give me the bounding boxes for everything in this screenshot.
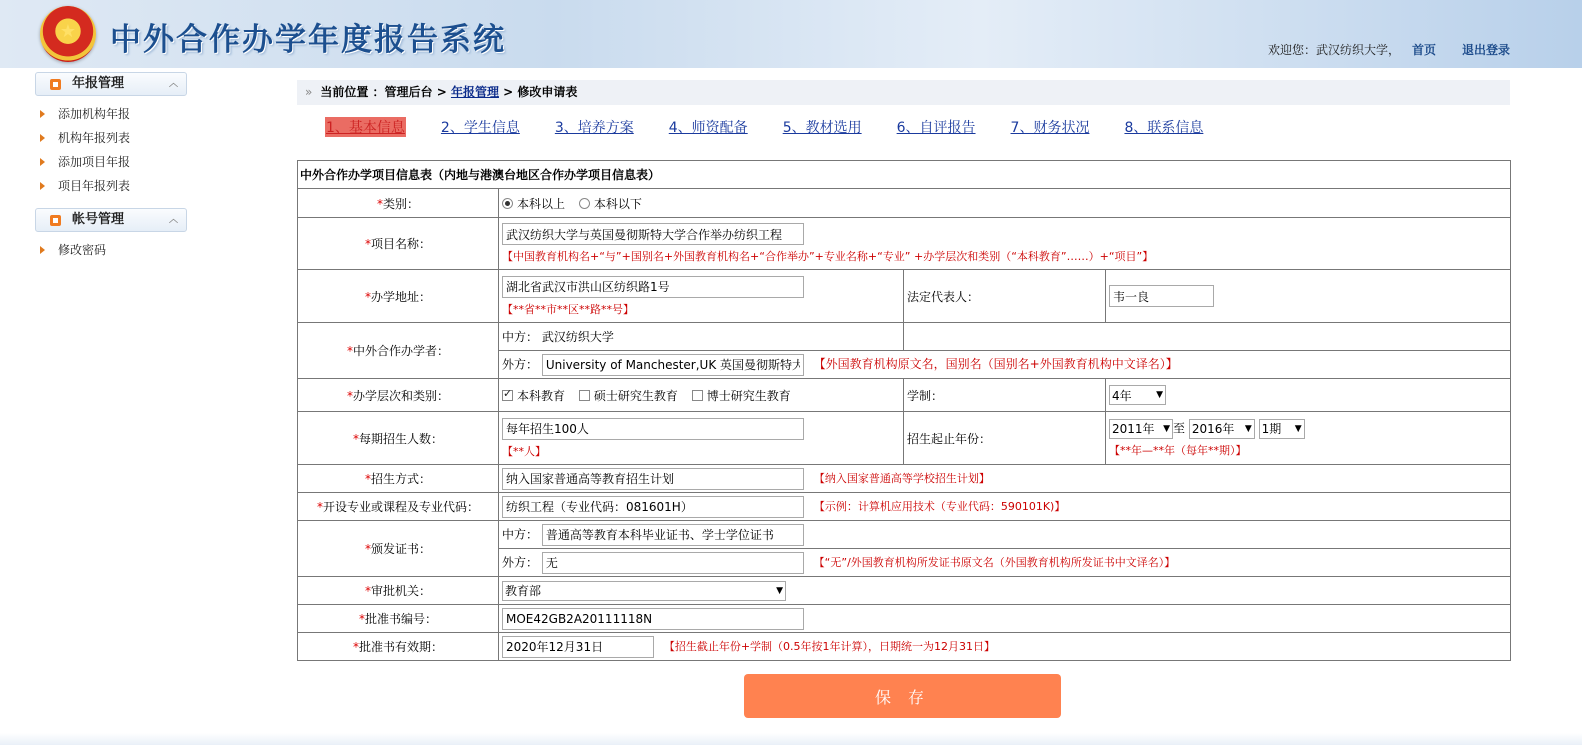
form-caption: 中外合作办学项目信息表（内地与港澳台地区合作办学项目信息表） (298, 161, 1511, 189)
enroll-years-hint: 【**年—**年（每年**期）】 (1109, 443, 1247, 457)
certificate-cn-cell: 中方： 普通高等教育本科毕业证书、学士学位证书 (499, 521, 1511, 549)
authority-label: *审批机关： (298, 577, 499, 605)
save-button[interactable]: 保 存 (744, 674, 1061, 718)
app-header (0, 0, 1582, 68)
sidebar-section-account[interactable] (35, 208, 187, 232)
major-cell (499, 493, 1511, 521)
level-option-undergrad[interactable]: ✓ 本科教育 (502, 389, 565, 403)
enrollment-cell (499, 412, 904, 465)
legal-rep-cell (1106, 270, 1511, 323)
project-name-hint: 【中国教育机构名+“与”+国别名+外国教育机构名+“合作举办”+专业名称+“专业” +办学层次和类别（“本科教育”……）+“项目”】 (502, 250, 1154, 263)
sidebar-item-label: 添加机构年报 (58, 107, 131, 121)
sidebar-section-annual-report[interactable] (35, 72, 187, 96)
form-tabs (325, 117, 1238, 137)
breadcrumb-link-annual[interactable]: 年报管理 (450, 85, 499, 99)
address-cell (499, 270, 904, 323)
duration-cell (1106, 379, 1511, 412)
partner-cn-empty-cell (904, 323, 1511, 351)
enrollment-label: *每期招生人数： (298, 412, 499, 465)
partner-foreign-cell: 外方： University of Manchester,UK 英国曼彻斯特大 【外国教育机构原文名，国别名（国别名+外国教育机构中文译名）】 (499, 351, 1511, 379)
sidebar-item-label: 修改密码 (58, 243, 107, 257)
tab-contact[interactable]: 8、联系信息 (1124, 120, 1204, 136)
level-cell (499, 379, 904, 412)
certificate-foreign-input[interactable] (542, 552, 804, 574)
address-hint: 【**省**市**区**路**号】 (502, 302, 634, 316)
category-option-below[interactable]: 本科以下 (579, 197, 642, 211)
address-label: *办学地址： (298, 270, 499, 323)
tab-faculty[interactable]: 4、师资配备 (668, 120, 748, 136)
dropdown-arrow-icon: ▼ (776, 585, 783, 596)
tab-training-plan[interactable]: 3、培养方案 (554, 120, 634, 136)
tab-basic-info[interactable]: 1、基本信息 (325, 117, 406, 137)
sidebar-section-title: 年报管理 (72, 76, 125, 91)
collapse-chevron-icon[interactable]: ︿ (168, 215, 178, 225)
category-label: *类别： (298, 189, 499, 218)
radio-icon[interactable] (502, 198, 513, 209)
breadcrumb-separator: > (436, 85, 451, 99)
tab-textbooks[interactable]: 5、教材选用 (782, 120, 862, 136)
end-year-select[interactable]: 2016年 ▼ (1189, 419, 1255, 439)
section-icon (50, 215, 61, 226)
partners-label: *中外合作办学者： (298, 323, 499, 379)
category-cell (499, 189, 1511, 218)
sidebar-item-org-report-list[interactable] (35, 126, 187, 150)
partner-foreign-input[interactable] (542, 354, 804, 376)
periods-select[interactable]: 1期 ▼ (1259, 419, 1305, 439)
certificate-cn-input[interactable] (542, 524, 804, 546)
system-title: 中外合作办学年度报告系统 (110, 22, 506, 58)
validity-cell (499, 633, 1511, 661)
project-name-input[interactable] (502, 223, 804, 245)
method-hint: 【纳入国家普通高等学校招生计划】 (813, 472, 990, 485)
sidebar-item-label: 机构年报列表 (58, 131, 131, 145)
sidebar (35, 72, 187, 272)
duration-label: 学制： (904, 379, 1106, 412)
section-icon (50, 79, 61, 90)
address-input[interactable] (502, 276, 804, 298)
breadcrumb-separator: > (503, 85, 518, 99)
major-hint: 【示例：计算机应用技术（专业代码：590101K)】 (813, 500, 1066, 513)
partner-cn-value: 武汉纺织大学 (541, 330, 614, 344)
checkbox-icon[interactable] (502, 390, 513, 401)
national-emblem-logo: ★ (40, 6, 96, 62)
tab-student-info[interactable]: 2、学生信息 (440, 120, 520, 136)
double-chevron-icon: » (305, 85, 313, 99)
arrow-right-icon (40, 134, 45, 142)
dropdown-arrow-icon: ▼ (1156, 390, 1163, 400)
partner-cn-cell: 中方： 武汉纺织大学 (499, 323, 904, 351)
project-name-cell (499, 218, 1511, 270)
validity-hint: 【招生截止年份+学制（0.5年按1年计算），日期统一为12月31日】 (663, 640, 996, 653)
sidebar-item-add-org-report[interactable] (35, 102, 187, 126)
validity-label: *批准书有效期： (298, 633, 499, 661)
project-name-label: *项目名称： (298, 218, 499, 270)
authority-select[interactable]: 教育部 ▼ (502, 581, 786, 601)
authority-cell (499, 577, 1511, 605)
level-option-master[interactable]: 硕士研究生教育 (579, 389, 678, 403)
welcome-text: 欢迎您：武汉纺织大学， (1267, 43, 1400, 57)
sidebar-item-change-password[interactable] (35, 238, 187, 262)
breadcrumb (297, 80, 1510, 105)
breadcrumb-prefix: 当前位置 ：管理后台 (320, 85, 433, 99)
enrollment-input[interactable] (502, 418, 804, 440)
major-label: *开设专业或课程及专业代码： (298, 493, 499, 521)
method-cell (499, 465, 1511, 493)
dropdown-arrow-icon: ▼ (1244, 423, 1252, 434)
sidebar-section-title: 帐号管理 (72, 212, 125, 227)
year-separator: 至 (1173, 421, 1186, 435)
certificate-foreign-cell: 外方： 无 【“无”/外国教育机构所发证书原文名（外国教育机构所发证书中文译名）】 (499, 549, 1511, 577)
arrow-right-icon (40, 182, 45, 190)
radio-icon[interactable] (579, 198, 590, 209)
duration-select[interactable]: 4年 ▼ (1109, 385, 1166, 405)
dropdown-arrow-icon: ▼ (1163, 423, 1170, 434)
legal-rep-label: 法定代表人： (904, 270, 1106, 323)
project-info-form (297, 160, 1511, 661)
level-label: *办学层次和类别： (298, 379, 499, 412)
category-option-above[interactable]: 本科以上 (502, 197, 565, 211)
collapse-chevron-icon[interactable]: ︿ (168, 79, 178, 89)
level-option-doctor[interactable]: 博士研究生教育 (692, 389, 791, 403)
page-bottom-strip (0, 733, 1582, 745)
breadcrumb-current: 修改申请表 (517, 85, 578, 99)
checkbox-icon[interactable] (692, 390, 703, 401)
enrollment-hint: 【**人】 (502, 444, 546, 458)
sidebar-item-label: 添加项目年报 (58, 155, 131, 169)
partner-foreign-hint: 【外国教育机构原文名，国别名（国别名+外国教育机构中文译名）】 (813, 357, 1178, 371)
approval-no-label: *批准书编号： (298, 605, 499, 633)
sidebar-item-label: 项目年报列表 (58, 179, 131, 193)
validity-input[interactable] (502, 636, 654, 658)
tab-finance[interactable]: 7、财务状况 (1010, 120, 1090, 136)
home-link[interactable]: 首页 (1411, 43, 1436, 57)
certificate-hint: 【“无”/外国教育机构所发证书原文名（外国教育机构所发证书中文译名）】 (813, 556, 1176, 569)
start-year-select[interactable]: 2011年 ▼ (1109, 419, 1173, 439)
method-label: *招生方式： (298, 465, 499, 493)
sidebar-item-project-report-list[interactable] (35, 174, 187, 198)
approval-no-input[interactable] (502, 608, 804, 630)
approval-no-cell (499, 605, 1511, 633)
dropdown-arrow-icon: ▼ (1294, 423, 1302, 434)
method-input[interactable] (502, 468, 804, 490)
arrow-right-icon (40, 246, 45, 254)
user-bar (1268, 41, 1510, 58)
arrow-right-icon (40, 110, 45, 118)
enroll-years-label: 招生起止年份： (904, 412, 1106, 465)
checkbox-icon[interactable] (579, 390, 590, 401)
major-input[interactable] (502, 496, 804, 518)
legal-rep-input[interactable] (1109, 285, 1214, 307)
enroll-years-cell (1106, 412, 1511, 465)
tab-self-assessment[interactable]: 6、自评报告 (896, 120, 976, 136)
logout-link[interactable]: 退出登录 (1461, 43, 1510, 57)
certificate-label: *颁发证书： (298, 521, 499, 577)
sidebar-item-add-project-report[interactable] (35, 150, 187, 174)
arrow-right-icon (40, 158, 45, 166)
